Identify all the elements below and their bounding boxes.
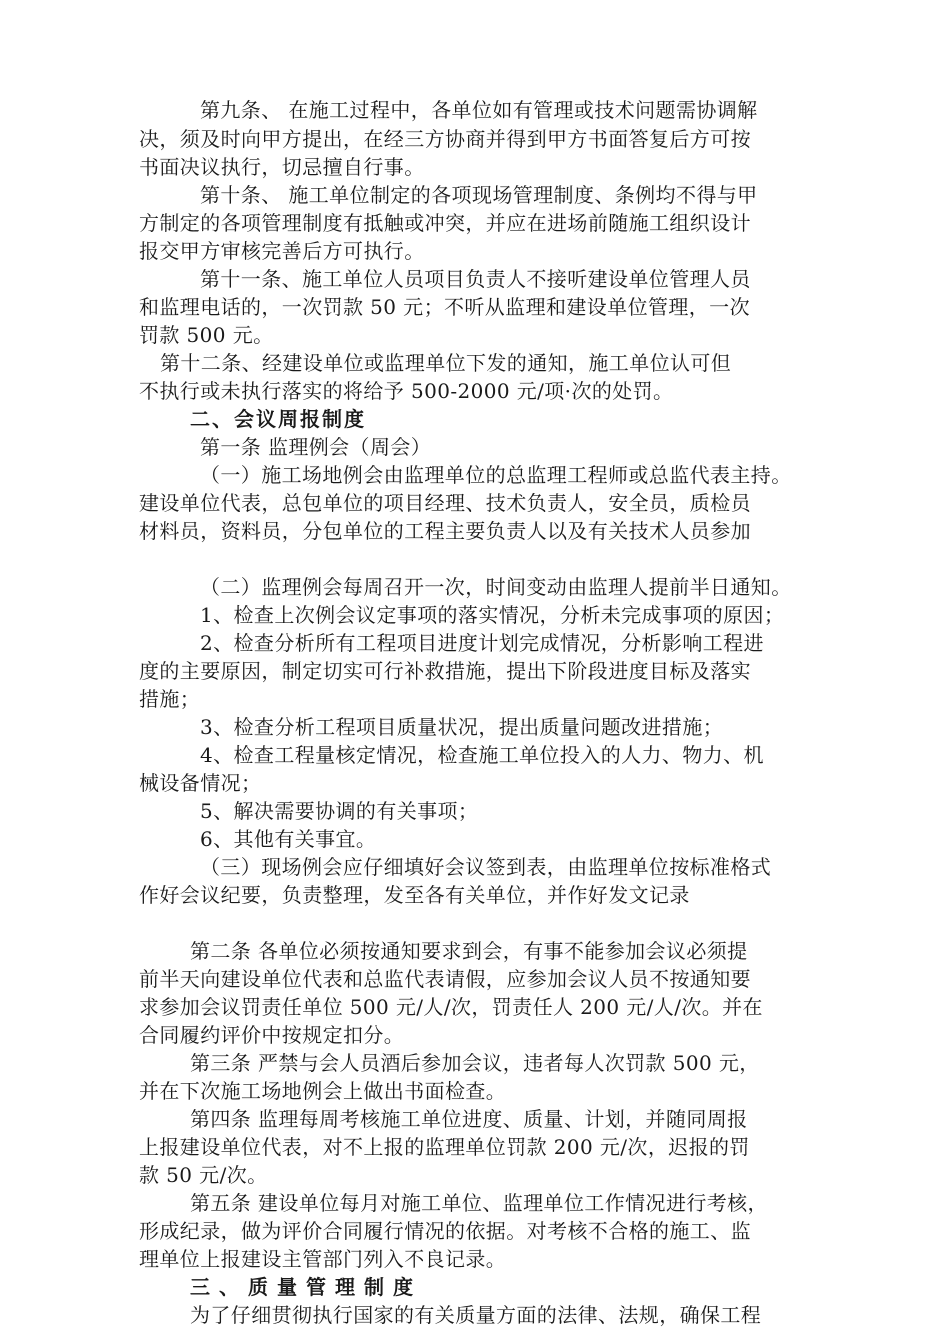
section-heading-quality: 三、质量管理制度 (190, 1275, 422, 1299)
meeting-point-4-line-2: 械设备情况； (139, 771, 262, 795)
meeting-article-3-line-1: 第三条 严禁与会人员酒后参加会议，违者每人次罚款 500 元， (190, 1051, 760, 1075)
article-9-line-1: 第九条、 在施工过程中，各单位如有管理或技术问题需协调解 (200, 98, 758, 122)
meeting-item-2-line-1: （二）监理例会每周召开一次，时间变动由监理人提前半日通知。 (200, 575, 792, 599)
meeting-item-1-line-2: 建设单位代表，总包单位的项目经理、技术负责人，安全员，质检员 (139, 491, 751, 515)
meeting-point-2-line-3: 措施； (139, 687, 201, 711)
meeting-item-3-line-2: 作好会议纪要，负责整理，发至各有关单位，并作好发文记录 (139, 883, 690, 907)
meeting-point-2-line-1: 2、检查分析所有工程项目进度计划完成情况，分析影响工程进 (200, 631, 764, 655)
article-10-line-3: 报交甲方审核完善后方可执行。 (139, 239, 425, 263)
meeting-article-1-title: 第一条 监理例会（周会） (200, 435, 432, 459)
article-12-line-2: 不执行或未执行落实的将给予 500-2000 元/项·次的处罚。 (139, 379, 674, 403)
meeting-item-1-line-1: （一）施工场地例会由监理单位的总监理工程师或总监代表主持。 (200, 463, 792, 487)
article-11-line-2: 和监理电话的，一次罚款 50 元；不听从监理和建设单位管理，一次 (139, 295, 750, 319)
section-heading-meeting: 二、会议周报制度 (190, 407, 366, 431)
meeting-article-4-line-2: 上报建设单位代表，对不上报的监理单位罚款 200 元/次，迟报的罚 (139, 1135, 750, 1159)
meeting-point-4-line-1: 4、检查工程量核定情况，检查施工单位投入的人力、物力、机 (200, 743, 764, 767)
meeting-article-2-line-1: 第二条 各单位必须按通知要求到会，有事不能参加会议必须提 (190, 939, 748, 963)
article-11-line-1: 第十一条、施工单位人员项目负责人不接听建设单位管理人员 (200, 267, 751, 291)
article-9-line-2: 决，须及时向甲方提出，在经三方协商并得到甲方书面答复后方可按 (139, 127, 751, 151)
meeting-article-3-line-2: 并在下次施工场地例会上做出书面检查。 (139, 1079, 507, 1103)
meeting-article-5-line-3: 理单位上报建设主管部门列入不良记录。 (139, 1247, 507, 1271)
meeting-point-3: 3、检查分析工程项目质量状况，提出质量问题改进措施； (200, 715, 724, 739)
meeting-point-2-line-2: 度的主要原因，制定切实可行补救措施，提出下阶段进度目标及落实 (139, 659, 751, 683)
meeting-point-6: 6、其他有关事宜。 (200, 827, 377, 851)
meeting-article-2-line-3: 求参加会议罚责任单位 500 元/人/次，罚责任人 200 元/人/次。并在 (139, 995, 763, 1019)
meeting-article-4-line-3: 款 50 元/次。 (139, 1163, 268, 1187)
meeting-article-2-line-4: 合同履约评价中按规定扣分。 (139, 1023, 405, 1047)
article-11-line-3: 罚款 500 元。 (139, 323, 274, 347)
article-12-line-1: 第十二条、经建设单位或监理单位下发的通知，施工单位认可但 (160, 351, 732, 375)
article-10-line-2: 方制定的各项管理制度有抵触或冲突，并应在进场前随施工组织设计 (139, 211, 751, 235)
meeting-point-1: 1、检查上次例会议定事项的落实情况，分析未完成事项的原因； (200, 603, 785, 627)
article-10-line-1: 第十条、 施工单位制定的各项现场管理制度、条例均不得与甲 (200, 183, 758, 207)
quality-intro-line-1: 为了仔细贯彻执行国家的有关质量方面的法律、法规，确保工程 (190, 1303, 762, 1327)
meeting-point-5: 5、解决需要协调的有关事项； (200, 799, 479, 823)
article-9-line-3: 书面决议执行，切忌擅自行事。 (139, 155, 425, 179)
meeting-item-3-line-1: （三）现场例会应仔细填好会议签到表，由监理单位按标准格式 (200, 855, 772, 879)
meeting-article-2-line-2: 前半天向建设单位代表和总监代表请假，应参加会议人员不按通知要 (139, 967, 751, 991)
meeting-article-5-line-2: 形成纪录，做为评价合同履行情况的依据。对考核不合格的施工、监 (139, 1219, 751, 1243)
meeting-article-4-line-1: 第四条 监理每周考核施工单位进度、质量、计划，并随同周报 (190, 1107, 748, 1131)
meeting-article-5-line-1: 第五条 建设单位每月对施工单位、监理单位工作情况进行考核， (190, 1191, 768, 1215)
meeting-item-1-line-3: 材料员，资料员，分包单位的工程主要负责人以及有关技术人员参加 (139, 519, 751, 543)
